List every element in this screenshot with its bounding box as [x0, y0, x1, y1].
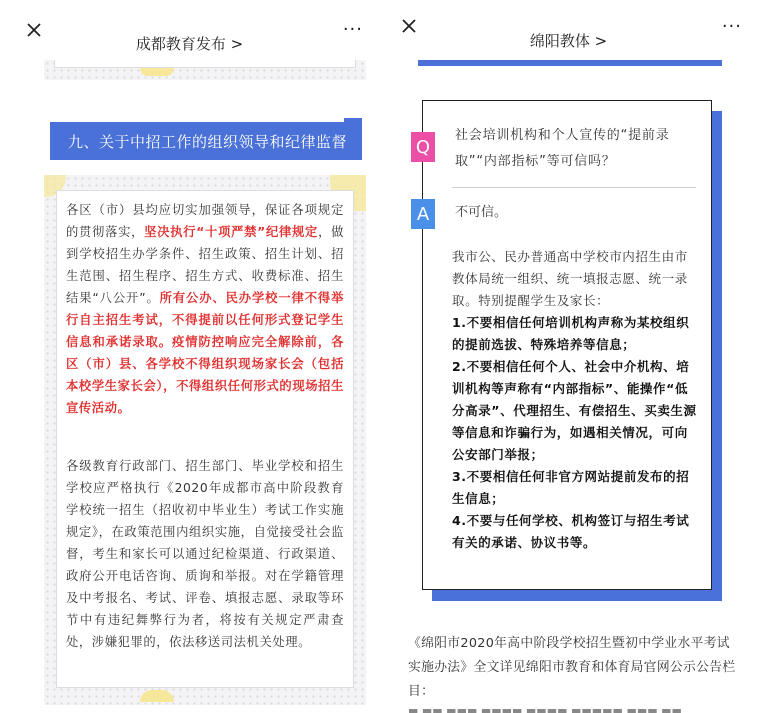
answer-intro: 我市公、民办普通高中学校市内招生由市教体局统一组织、统一填报志愿、统一录取。特别提醒学生及家长：	[452, 249, 688, 308]
right-navbar	[379, 0, 758, 60]
left-navbar	[0, 0, 379, 60]
answer-item: 3.不要相信任何非官方网站提前发布的招生信息；	[452, 469, 690, 506]
highlight-text: 所有公办、民办学校一律不得举行自主招生考试，不得提前以任何形式登记学生信息和承诺录取。疫情防控响应完全解除前，各区（市）县、各学校不得组织现场家长会（包括本校学生家长会），不得组织任何形式的现场招生宣传活动。	[66, 291, 344, 415]
qa-divider	[452, 187, 696, 188]
policy-reference-text: 《绵阳市2020年高中阶段学校招生暨初中学业水平考试实施办法》全文详见绵阳市教育和体育局官网公示公告栏目：	[408, 636, 736, 699]
answer-badge: A	[411, 199, 435, 229]
question-text: 社会培训机构和个人宣传的“提前录取”“内部指标”等可信吗？	[455, 128, 670, 169]
previous-card-edge	[54, 60, 356, 68]
answer-short: 不可信。	[455, 205, 508, 220]
paragraph-text: ，做到学校招生办学条件、招生政策、招生计划、招生范围、招生程序、招生方式、收费标准、招生结果“八公开”。	[66, 225, 344, 305]
decorative-yellow-tab	[140, 68, 174, 76]
answer-item: 4.不要与任何学校、机构签订与招生考试有关的承诺、协议书等。	[452, 513, 690, 550]
decorative-yellow-tab-bottom	[140, 690, 174, 702]
paragraph-leadership	[66, 199, 344, 419]
answer-body	[452, 246, 698, 554]
question-badge: Q	[411, 132, 435, 162]
paragraph-supervision: 各级教育行政部门、招生部门、毕业学校和招生学校应严格执行《2020年成都市高中阶段教育学校统一招生（招收初中毕业生）考试工作实施规定》，在政策范围内组织实施，自觉接受社会监督，考生和家长可以通过纪检渠道、行政渠道、政府公开电话咨询、质询和举报。对在学籍管理及中考报名、考试、评卷、填报志愿、录取等环节中有违纪舞弊行为者，将按有关规定严肃查处，涉嫌犯罪的，依法移送司法机关处理。	[66, 459, 344, 649]
account-title[interactable]: 成都教育发布 >	[135, 35, 244, 53]
policy-link-cutoff[interactable]: ▬ ▬▬ ▬▬▬ ▬▬▬▬ ▬▬▬▬ ▬▬▬▬▬ ▬▬▬ ▬▬	[408, 704, 682, 713]
highlight-text: 坚决执行“十项严禁”纪律规定	[144, 225, 319, 239]
previous-box-blue-edge	[418, 60, 722, 66]
account-title[interactable]: 绵阳教体 >	[529, 32, 608, 50]
more-icon[interactable]: ···	[721, 16, 742, 37]
answer-item: 2.不要相信任何个人、社会中介机构、培训机构等声称有“内部指标”、能操作“低分高录”、代理招生、有偿招生、买卖生源等信息和诈骗行为，如遇相关情况，可向公安部门举报；	[452, 359, 697, 462]
section-heading: 九、关于中招工作的组织领导和纪律监督	[50, 122, 362, 160]
answer-item: 1.不要相信任何培训机构声称为某校组织的提前选拔、特殊培养等信息；	[452, 315, 690, 352]
more-icon[interactable]: ···	[342, 19, 363, 40]
paragraph-text: 各区（市）县均应切实加强领导，保证各项规定的贯彻落实，	[66, 203, 344, 239]
